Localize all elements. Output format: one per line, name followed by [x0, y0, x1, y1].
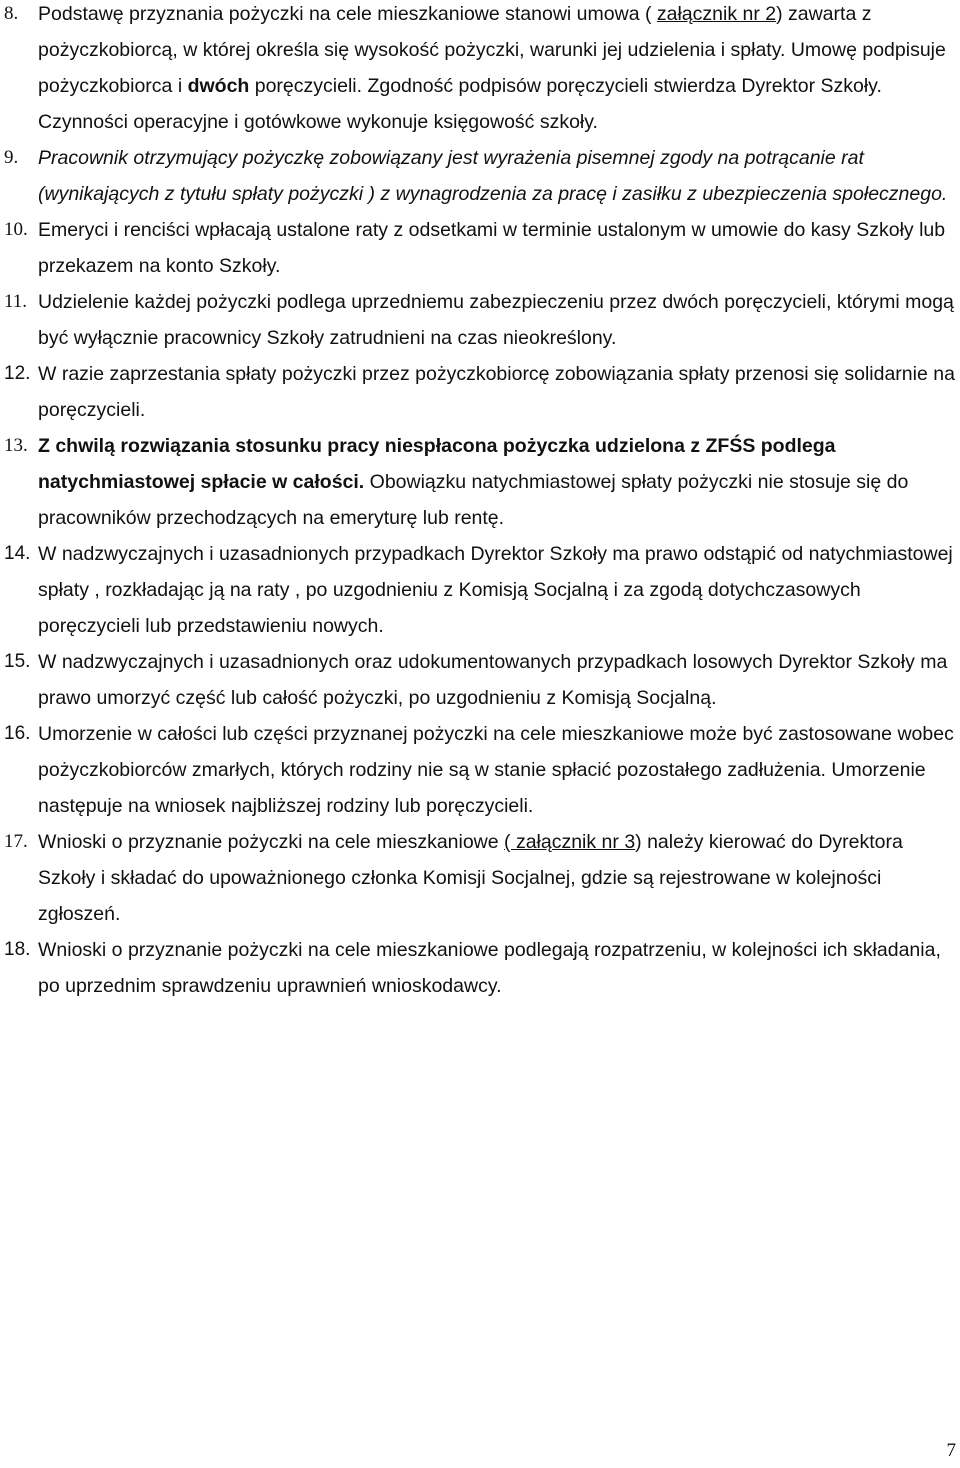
item-number: 11.	[4, 291, 28, 312]
paragraph-text: ) zawarta z pożyczkobiorcą, w której określa się wysokość pożyczki, warunki jej udzielenia i spłaty. Umowę podpisuje pożyczkobiorca i	[38, 3, 946, 97]
paragraph-13	[0, 428, 960, 536]
paragraph-9	[0, 140, 960, 212]
item-number: 8.	[4, 3, 19, 24]
item-number: 10.	[4, 219, 28, 240]
paragraph-text: ) należy kierować do Dyrektora Szkoły i składać do upoważnionego członka Komisji Socjalnej, gdzie są rejestrowane w kolejności zgłoszeń.	[38, 831, 903, 925]
paragraph-10	[0, 212, 960, 284]
paragraph-text: Wnioski o przyznanie pożyczki na cele mieszkaniowe	[38, 831, 505, 853]
paragraph-text: poręczycieli. Zgodność podpisów poręczycieli stwierdza Dyrektor Szkoły. Czynności operacyjne i gotówkowe wykonuje księgowość szkoły.	[38, 75, 882, 133]
item-number: 18.	[4, 939, 31, 960]
item-number: 17.	[4, 831, 28, 852]
paragraph-17	[0, 824, 960, 932]
emphasis-text: dwóch	[187, 75, 250, 97]
item-number: 12.	[4, 363, 31, 384]
paragraph-text: W razie zaprzestania spłaty pożyczki przez pożyczkobiorcę zobowiązania spłaty przenosi się solidarnie na poręczycieli.	[38, 363, 955, 421]
paragraph-14	[0, 536, 960, 644]
emphasis-text: Z chwilą rozwiązania stosunku pracy niespłacona pożyczka udzielona z ZFŚS podlega natychmiastowej spłacie w całości.	[38, 435, 836, 493]
paragraph-8	[0, 0, 960, 140]
paragraph-18	[0, 932, 960, 1004]
paragraph-15	[0, 644, 960, 716]
paragraph-11	[0, 284, 960, 356]
paragraph-text: Umorzenie w całości lub części przyznanej pożyczki na cele mieszkaniowe może być zastosowane wobec pożyczkobiorców zmarłych, których rodziny nie są w stanie spłacić pozostałego zadłużenia. Umorzenie następuje na wniosek najbliższej rodziny lub poręczycieli.	[38, 723, 954, 817]
paragraph-16	[0, 716, 960, 824]
paragraph-text: Pracownik otrzymujący pożyczkę zobowiązany jest wyrażenia pisemnej zgody na potrącanie rat (wynikających z tytułu spłaty pożyczki ) z wynagrodzenia za pracę i zasiłku z ubezpieczenia społecznego.	[38, 147, 948, 205]
item-number: 15.	[4, 651, 31, 672]
paragraph-text: W nadzwyczajnych i uzasadnionych przypadkach Dyrektor Szkoły ma prawo odstąpić od natychmiastowej spłaty , rozkładając ją na raty , po uzgodnieniu z Komisją Socjalną i za zgodą dotychczasowych poręczycieli lub przedstawieniu nowych.	[38, 543, 953, 637]
annex-reference: ( załącznik nr 3	[504, 831, 636, 853]
annex-reference: załącznik nr 2	[656, 3, 777, 25]
paragraph-text: Obowiązku natychmiastowej spłaty pożyczki nie stosuje się do pracowników przechodzących na emeryturę lub rentę.	[38, 471, 909, 529]
paragraph-text: Podstawę przyznania pożyczki na cele mieszkaniowe stanowi umowa (	[38, 3, 657, 25]
page-number: 7	[946, 1440, 956, 1461]
item-number: 16.	[4, 723, 31, 744]
paragraph-text: W nadzwyczajnych i uzasadnionych oraz udokumentowanych przypadkach losowych Dyrektor Szkoły ma prawo umorzyć część lub całość pożyczki, po uzgodnieniu z Komisją Socjalną.	[38, 651, 948, 709]
item-number: 9.	[4, 147, 19, 168]
paragraph-12	[0, 356, 960, 428]
paragraph-text: Emeryci i renciści wpłacają ustalone raty z odsetkami w terminie ustalonym w umowie do kasy Szkoły lub przekazem na konto Szkoły.	[38, 219, 946, 277]
item-number: 14.	[4, 543, 31, 564]
paragraph-text: Udzielenie każdej pożyczki podlega uprzedniemu zabezpieczeniu przez dwóch poręczycieli, którymi mogą być wyłącznie pracownicy Szkoły zatrudnieni na czas nieokreślony.	[38, 291, 954, 349]
item-number: 13.	[4, 435, 28, 456]
paragraph-text: Wnioski o przyznanie pożyczki na cele mieszkaniowe podlegają rozpatrzeniu, w kolejności ich składania, po uprzednim sprawdzeniu uprawnień wnioskodawcy.	[38, 939, 941, 997]
